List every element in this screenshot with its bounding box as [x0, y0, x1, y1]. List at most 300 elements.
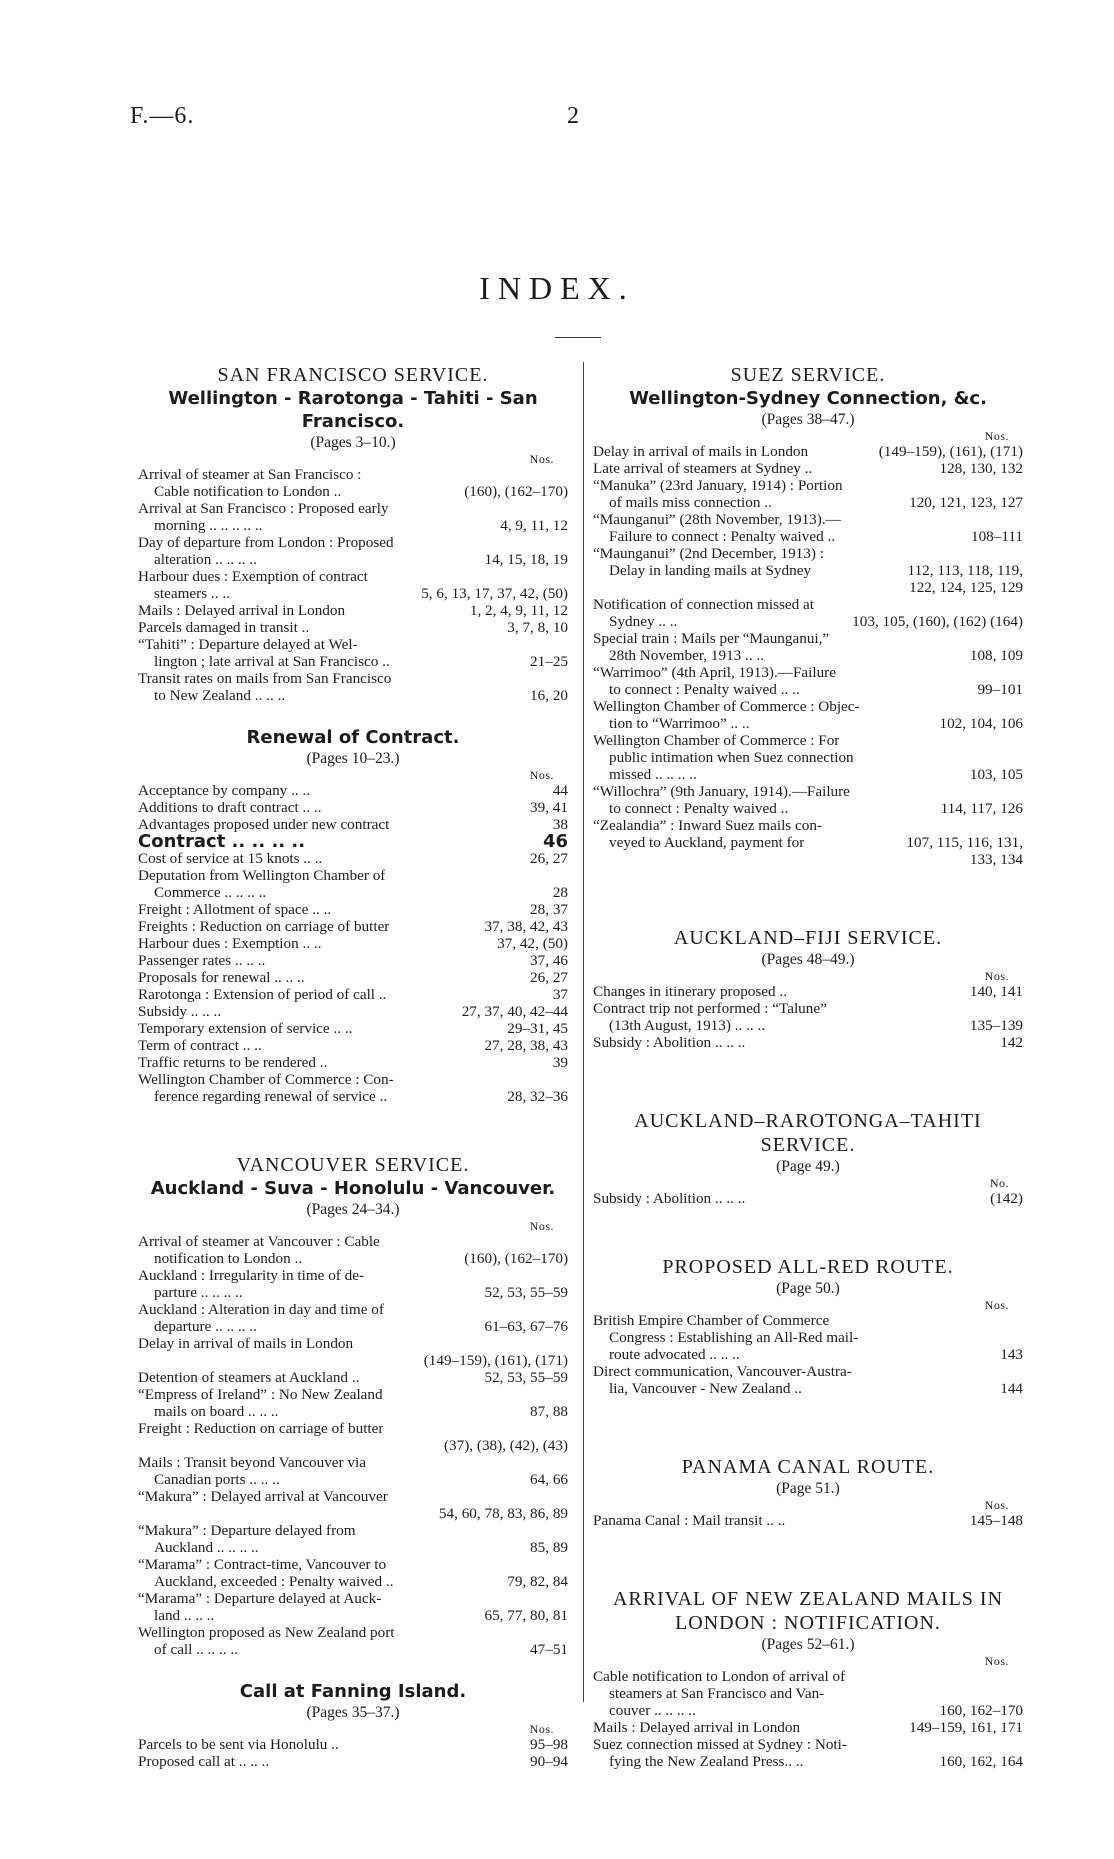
entry-line — [593, 732, 1023, 749]
index-entry — [593, 698, 1023, 732]
page-range: (Pages 24–34.) — [306, 1201, 400, 1218]
entry-line — [138, 850, 568, 867]
index-entry — [138, 619, 568, 636]
entry-line — [593, 545, 1023, 562]
entry-text: Changes in itinerary proposed .. — [593, 983, 788, 1000]
index-entry — [593, 732, 1023, 783]
entry-numbers: 87, 88 — [530, 1403, 568, 1420]
entry-text: “Makura” : Delayed arrival at Vancouver — [138, 1488, 388, 1505]
index-entry — [593, 596, 1023, 630]
index-entry — [138, 986, 568, 1003]
entry-text: Subsidy : Abolition .. .. .. — [593, 1034, 746, 1051]
index-entry — [138, 500, 568, 534]
entry-numbers: 79, 82, 84 — [507, 1573, 568, 1590]
entry-text: Auckland : Irregularity in time of de- — [138, 1267, 365, 1284]
index-entry — [593, 1312, 1023, 1363]
page-range: (Page 50.) — [776, 1280, 840, 1297]
entry-numbers: 39, 41 — [530, 799, 568, 816]
index-entry — [138, 1454, 568, 1488]
section-title: SAN FRANCISCO SERVICE. — [217, 364, 489, 386]
entry-text: Proposed call at .. .. .. — [138, 1753, 270, 1770]
index-entry — [138, 935, 568, 952]
index-entry — [138, 1335, 568, 1369]
entry-line — [138, 653, 568, 670]
entry-text: to New Zealand .. .. .. — [154, 687, 286, 704]
entry-numbers: 160, 162, 164 — [939, 1753, 1023, 1770]
index-entry — [593, 1719, 1023, 1736]
entry-numbers: 37, 42, (50) — [497, 935, 568, 952]
entry-numbers: (160), (162–170) — [464, 1250, 568, 1267]
index-entry — [138, 782, 568, 799]
index-entry — [138, 568, 568, 602]
entry-text: Delay in arrival of mails in London — [138, 1335, 354, 1352]
entry-line — [138, 551, 568, 568]
entry-numbers: 46 — [542, 831, 568, 852]
entry-line — [138, 918, 568, 935]
entry-numbers: 65, 77, 80, 81 — [484, 1607, 568, 1624]
entry-line — [138, 1369, 568, 1386]
entry-line — [138, 884, 568, 901]
entry-text: Direct communication, Vancouver-Austra- — [593, 1363, 852, 1380]
entry-text: Notification of connection missed at — [593, 596, 815, 613]
entry-text: Temporary extension of service .. .. — [138, 1020, 353, 1037]
section-title: AUCKLAND–FIJI SERVICE. — [673, 927, 943, 949]
entry-line — [138, 1539, 568, 1556]
entry-line — [593, 647, 1023, 664]
section-spacer — [138, 1105, 568, 1153]
section-title: PANAMA CANAL ROUTE. — [681, 1456, 935, 1478]
entry-text: “Marama” : Contract-time, Vancouver to — [138, 1556, 387, 1573]
nos-heading: Nos. — [984, 429, 1009, 443]
entry-line — [593, 494, 1023, 511]
entry-numbers: 37, 38, 42, 43 — [484, 918, 568, 935]
index-entry — [138, 1590, 568, 1624]
index-entry — [138, 816, 568, 833]
page-range: (Page 49.) — [776, 1158, 840, 1175]
entry-numbers: 107, 115, 116, 131, — [906, 834, 1023, 851]
entry-numbers: 160, 162–170 — [939, 1702, 1023, 1719]
index-entry — [138, 1267, 568, 1301]
nos-heading: Nos. — [529, 452, 554, 466]
index-entry — [593, 983, 1023, 1000]
entry-text: Freights : Reduction on carriage of butter — [138, 918, 390, 935]
entry-line — [593, 681, 1023, 698]
entry-numbers: 54, 60, 78, 83, 86, 89 — [438, 1505, 568, 1522]
entry-text: Cable notification to London .. — [154, 483, 342, 500]
entry-line — [138, 1267, 568, 1284]
page-range: (Pages 3–10.) — [310, 434, 396, 451]
entry-text: Deputation from Wellington Chamber of — [138, 867, 386, 884]
index-entry — [138, 1420, 568, 1454]
page-range: (Pages 35–37.) — [306, 1704, 400, 1721]
entry-text: parture .. .. .. .. — [154, 1284, 243, 1301]
index-entry — [138, 901, 568, 918]
index-entry — [593, 1000, 1023, 1034]
entry-text: Cost of service at 15 knots .. .. — [138, 850, 323, 867]
entry-text: Contract trip not performed : “Talune” — [593, 1000, 827, 1017]
section-spacer — [593, 1051, 1023, 1109]
entry-numbers: 44 — [552, 782, 568, 799]
entry-text: notification to London .. — [154, 1250, 303, 1267]
section-title: PROPOSED ALL-RED ROUTE. — [662, 1256, 954, 1278]
entry-line — [138, 935, 568, 952]
entry-numbers: (142) — [990, 1190, 1023, 1207]
entry-line — [138, 1471, 568, 1488]
index-entry — [593, 477, 1023, 511]
entry-text: Traffic returns to be rendered .. — [138, 1054, 328, 1071]
entry-numbers: 27, 37, 40, 42–44 — [461, 1003, 568, 1020]
entry-text: British Empire Chamber of Commerce — [593, 1312, 830, 1329]
entry-line — [138, 867, 568, 884]
index-entry — [593, 460, 1023, 477]
entry-text: missed .. .. .. .. — [609, 766, 697, 783]
entry-text: Delay in arrival of mails in London — [593, 443, 809, 460]
entry-numbers: 16, 20 — [530, 687, 568, 704]
entry-line — [593, 1736, 1023, 1753]
entry-numbers: 37, 46 — [530, 952, 568, 969]
entry-text: Detention of steamers at Auckland .. — [138, 1369, 360, 1386]
right-column — [593, 363, 1023, 1770]
entry-line — [593, 766, 1023, 783]
index-entry — [138, 952, 568, 969]
entry-numbers: 112, 113, 118, 119, — [907, 562, 1023, 579]
entry-line — [593, 983, 1023, 1000]
entry-text: “Zealandia” : Inward Suez mails con- — [593, 817, 822, 834]
index-entry — [593, 1512, 1023, 1529]
entry-text: fying the New Zealand Press.. .. — [609, 1753, 804, 1770]
index-entry — [138, 1386, 568, 1420]
entry-line — [138, 1037, 568, 1054]
entry-text: of mails miss connection .. — [609, 494, 772, 511]
entry-line — [593, 579, 1023, 596]
entry-text: Harbour dues : Exemption .. .. — [138, 935, 322, 952]
entry-text: ference regarding renewal of service .. — [154, 1088, 388, 1105]
page-title: INDEX. — [479, 270, 635, 306]
entry-numbers: (160), (162–170) — [464, 483, 568, 500]
entry-line — [593, 528, 1023, 545]
index-section — [593, 926, 1023, 1051]
entry-line — [593, 783, 1023, 800]
entry-line — [138, 1318, 568, 1335]
entry-text: Acceptance by company .. .. — [138, 782, 311, 799]
section-subtitle: Renewal of Contract. — [246, 727, 460, 748]
entry-line — [138, 952, 568, 969]
entry-text: Canadian ports .. .. .. — [154, 1471, 280, 1488]
index-entry — [138, 1488, 568, 1522]
entry-line — [138, 1522, 568, 1539]
entry-line — [138, 1607, 568, 1624]
entry-line — [593, 1702, 1023, 1719]
index-entry — [138, 850, 568, 867]
index-section — [138, 1680, 568, 1770]
entry-numbers: 38 — [552, 816, 568, 833]
entry-text: Commerce .. .. .. .. — [154, 884, 267, 901]
entry-text: morning .. .. .. .. .. — [154, 517, 263, 534]
entry-line — [593, 817, 1023, 834]
entry-numbers: 103, 105, (160), (162) (164) — [852, 613, 1023, 630]
entry-text: “Manuka” (23rd January, 1914) : Portion — [593, 477, 843, 494]
nos-heading: Nos. — [984, 969, 1009, 983]
entry-line — [138, 1573, 568, 1590]
entry-line — [138, 1736, 568, 1753]
entry-line — [593, 596, 1023, 613]
entry-text: Passenger rates .. .. .. — [138, 952, 266, 969]
entry-line — [593, 834, 1023, 851]
entry-text: Sydney .. .. — [609, 613, 678, 630]
entry-line — [138, 1556, 568, 1573]
entry-line — [138, 986, 568, 1003]
entry-line — [138, 1624, 568, 1641]
section-subtitle: Call at Fanning Island. — [239, 1681, 467, 1702]
section-subtitle: Auckland - Suva - Honolulu - Vancouver. — [150, 1178, 556, 1199]
entry-line — [138, 1505, 568, 1522]
entry-text: Wellington Chamber of Commerce : For — [593, 732, 840, 749]
entry-text: Auckland, exceeded : Penalty waived .. — [154, 1573, 394, 1590]
entry-line — [138, 1403, 568, 1420]
entry-numbers: (149–159), (161), (171) — [878, 443, 1023, 460]
entry-numbers: 14, 15, 18, 19 — [484, 551, 568, 568]
entry-line — [138, 1071, 568, 1088]
entry-line — [593, 1668, 1023, 1685]
entry-numbers: 61–63, 67–76 — [484, 1318, 568, 1335]
entry-line — [138, 1488, 568, 1505]
entry-numbers: 108, 109 — [969, 647, 1023, 664]
index-section — [138, 363, 568, 704]
entry-line — [138, 1003, 568, 1020]
index-entry — [593, 545, 1023, 596]
section-spacer — [593, 868, 1023, 926]
entry-text: veyed to Auckland, payment for — [609, 834, 805, 851]
entry-line — [138, 568, 568, 585]
entry-numbers: 27, 28, 38, 43 — [484, 1037, 568, 1054]
index-entry — [138, 636, 568, 670]
entry-text: Parcels damaged in transit .. — [138, 619, 310, 636]
entry-line — [593, 1363, 1023, 1380]
entry-numbers: 5, 6, 13, 17, 37, 42, (50) — [421, 585, 568, 602]
entry-text: Additions to draft contract .. .. — [138, 799, 322, 816]
entry-text: “Empress of Ireland” : No New Zealand — [138, 1386, 383, 1403]
entry-line — [593, 1685, 1023, 1702]
entry-line — [593, 698, 1023, 715]
entry-text: steamers at San Francisco and Van- — [609, 1685, 825, 1702]
entry-text: Congress : Establishing an All-Red mail- — [609, 1329, 859, 1346]
entry-line — [138, 602, 568, 619]
entry-line — [138, 619, 568, 636]
entry-line — [138, 799, 568, 816]
entry-text: lia, Vancouver - New Zealand .. — [609, 1380, 802, 1397]
entry-line — [138, 1233, 568, 1250]
entry-text: departure .. .. .. .. — [154, 1318, 257, 1335]
entry-line — [138, 1437, 568, 1454]
index-entry — [138, 1369, 568, 1386]
entry-text: couver .. .. .. .. — [609, 1702, 696, 1719]
entry-text: Contract .. .. .. .. — [138, 833, 306, 850]
entry-line — [138, 901, 568, 918]
entry-text: Parcels to be sent via Honolulu .. — [138, 1736, 339, 1753]
entry-text: Arrival of steamer at Vancouver : Cable — [138, 1233, 380, 1250]
index-entry — [138, 1753, 568, 1770]
section-subtitle: Wellington-Sydney Connection, &c. — [629, 388, 987, 409]
index-section — [593, 1255, 1023, 1397]
section-spacer — [138, 704, 568, 726]
entry-text: Arrival at San Francisco : Proposed early — [138, 500, 389, 517]
entry-line — [138, 1054, 568, 1071]
entry-line — [138, 517, 568, 534]
entry-numbers: 28, 32–36 — [507, 1088, 568, 1105]
index-entry — [138, 1736, 568, 1753]
entry-text: Panama Canal : Mail transit .. .. — [593, 1512, 786, 1529]
index-entry — [593, 1190, 1023, 1207]
entry-line — [593, 1719, 1023, 1736]
entry-line — [138, 1641, 568, 1658]
entry-line — [593, 1329, 1023, 1346]
entry-numbers: 28 — [552, 884, 568, 901]
index-section — [593, 1109, 1023, 1207]
entry-numbers: (149–159), (161), (171) — [423, 1352, 568, 1369]
index-section — [138, 726, 568, 1105]
entry-line — [593, 1017, 1023, 1034]
entry-text: 28th November, 1913 .. .. — [609, 647, 765, 664]
entry-text: Term of contract .. .. — [138, 1037, 262, 1054]
entry-text: of call .. .. .. .. — [154, 1641, 238, 1658]
index-entry — [138, 534, 568, 568]
section-title: SUEZ SERVICE. — [730, 364, 886, 386]
entry-line — [138, 636, 568, 653]
entry-line — [138, 1420, 568, 1437]
entry-line — [593, 1346, 1023, 1363]
entry-numbers: 26, 27 — [530, 969, 568, 986]
entry-text: Auckland .. .. .. .. — [154, 1539, 259, 1556]
entry-numbers: 128, 130, 132 — [939, 460, 1023, 477]
entry-line — [138, 466, 568, 483]
entry-text: Wellington Chamber of Commerce : Con- — [138, 1071, 394, 1088]
index-entry — [138, 1003, 568, 1020]
entry-line — [138, 1454, 568, 1471]
index-entry — [138, 1020, 568, 1037]
entry-numbers: 21–25 — [530, 653, 568, 670]
page-range: (Pages 48–49.) — [761, 951, 855, 968]
entry-text: “Marama” : Departure delayed at Auck- — [138, 1590, 382, 1607]
index-entry — [138, 1233, 568, 1267]
entry-text: Harbour dues : Exemption of contract — [138, 568, 368, 585]
entry-numbers: 108–111 — [970, 528, 1023, 545]
entry-text: Rarotonga : Extension of period of call .. — [138, 986, 387, 1003]
nos-heading: Nos. — [529, 768, 554, 782]
section-spacer — [593, 1529, 1023, 1587]
index-entry — [138, 1301, 568, 1335]
index-entry — [138, 1037, 568, 1054]
index-entry — [593, 1668, 1023, 1719]
entry-text: route advocated .. .. .. — [609, 1346, 740, 1363]
index-entry — [138, 833, 568, 850]
entry-numbers: 64, 66 — [530, 1471, 568, 1488]
document-reference: F.—6. — [130, 103, 195, 129]
entry-text: Failure to connect : Penalty waived .. — [609, 528, 836, 545]
entry-text: Cable notification to London of arrival of — [593, 1668, 846, 1685]
entry-text: Proposals for renewal .. .. .. — [138, 969, 305, 986]
index-entry — [138, 602, 568, 619]
entry-text: Arrival of steamer at San Francisco : — [138, 466, 362, 483]
entry-numbers: 3, 7, 8, 10 — [507, 619, 568, 636]
entry-line — [138, 969, 568, 986]
index-entry — [138, 670, 568, 704]
nos-heading: Nos. — [984, 1498, 1009, 1512]
index-entry — [138, 466, 568, 500]
index-entry — [138, 1522, 568, 1556]
index-entry — [138, 1054, 568, 1071]
column-divider — [583, 362, 584, 1702]
entry-text: Mails : Transit beyond Vancouver via — [138, 1454, 366, 1471]
entry-line — [138, 1284, 568, 1301]
entry-line — [593, 715, 1023, 732]
entry-numbers: 140, 141 — [969, 983, 1023, 1000]
entry-line — [593, 749, 1023, 766]
entry-text: Freight : Reduction on carriage of butter — [138, 1420, 384, 1437]
entry-line — [593, 443, 1023, 460]
entry-line — [593, 851, 1023, 868]
entry-numbers: 26, 27 — [530, 850, 568, 867]
entry-line — [138, 670, 568, 687]
entry-text: Delay in landing mails at Sydney — [609, 562, 812, 579]
section-spacer — [138, 1658, 568, 1680]
section-title: AUCKLAND–RAROTONGA–TAHITI SERVICE. — [634, 1110, 982, 1156]
index-section — [138, 1153, 568, 1658]
entry-line — [138, 687, 568, 704]
index-entry — [593, 511, 1023, 545]
entry-line — [138, 1088, 568, 1105]
entry-numbers: 149–159, 161, 171 — [909, 1719, 1023, 1736]
entry-line — [138, 1335, 568, 1352]
section-title: VANCOUVER SERVICE. — [236, 1154, 470, 1176]
index-entry — [593, 817, 1023, 868]
entry-text: mails on board .. .. .. — [154, 1403, 279, 1420]
entry-line — [138, 782, 568, 799]
entry-numbers: 37 — [552, 986, 568, 1003]
title-rule — [555, 337, 601, 338]
index-entry — [593, 664, 1023, 698]
entry-text: Late arrival of steamers at Sydney .. — [593, 460, 813, 477]
entry-line — [593, 1000, 1023, 1017]
entry-text: (13th August, 1913) .. .. .. — [609, 1017, 766, 1034]
section-spacer — [593, 1207, 1023, 1255]
entry-numbers: 143 — [1000, 1346, 1023, 1363]
entry-text: steamers .. .. — [154, 585, 230, 602]
entry-line — [593, 1753, 1023, 1770]
entry-line — [138, 1590, 568, 1607]
entry-text: “Tahiti” : Departure delayed at Wel- — [138, 636, 358, 653]
index-entry — [593, 1736, 1023, 1770]
entry-text: alteration .. .. .. .. — [154, 551, 257, 568]
entry-line — [138, 816, 568, 833]
entry-numbers: 133, 134 — [969, 851, 1023, 868]
page-range: (Pages 52–61.) — [761, 1636, 855, 1653]
nos-heading: Nos. — [529, 1219, 554, 1233]
entry-line — [138, 1250, 568, 1267]
entry-text: Subsidy .. .. .. — [138, 1003, 222, 1020]
index-entry — [138, 799, 568, 816]
entry-text: Subsidy : Abolition .. .. .. — [593, 1190, 746, 1207]
entry-numbers: 90–94 — [530, 1753, 568, 1770]
entry-numbers: 120, 121, 123, 127 — [909, 494, 1023, 511]
entry-line — [138, 534, 568, 551]
entry-line — [593, 1190, 1023, 1207]
section-spacer — [593, 1397, 1023, 1455]
entry-numbers: 103, 105 — [969, 766, 1023, 783]
index-entry — [138, 867, 568, 901]
entry-numbers: 122, 124, 125, 129 — [909, 579, 1023, 596]
entry-line — [138, 1020, 568, 1037]
entry-line — [593, 664, 1023, 681]
